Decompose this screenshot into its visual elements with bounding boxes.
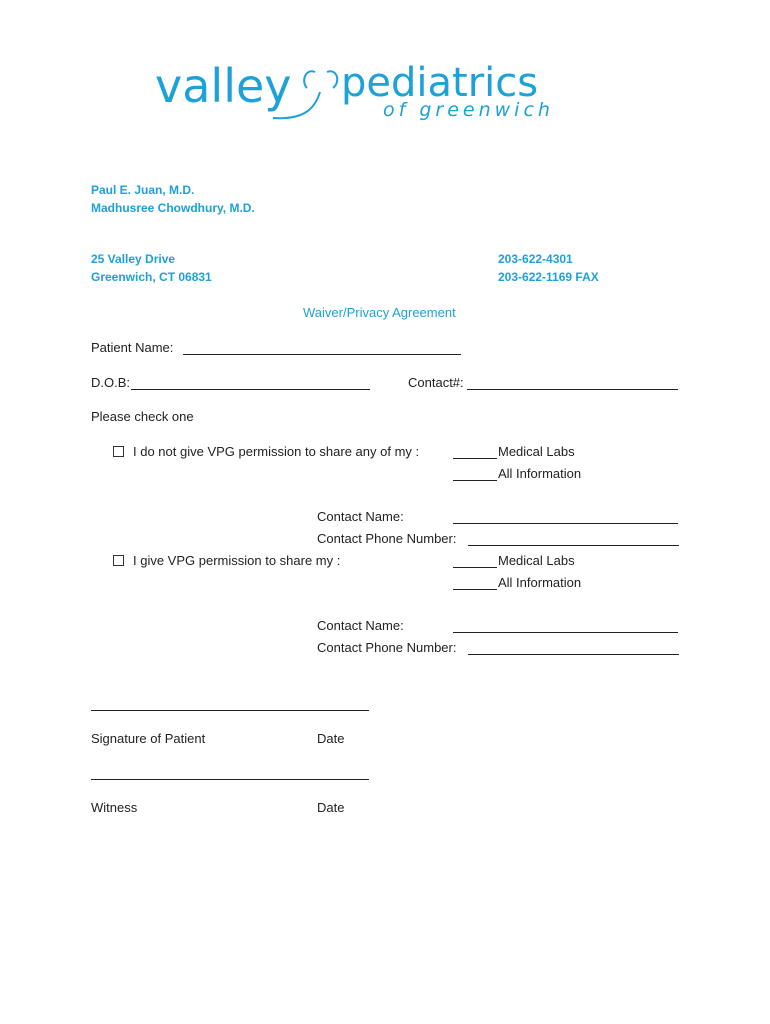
- witness-label: Witness: [91, 800, 138, 815]
- signature-label: Signature of Patient: [91, 731, 206, 746]
- address-line-2: Greenwich, CT 06831: [91, 270, 212, 284]
- dob-label: D.O.B:: [91, 375, 131, 390]
- allow-medical-labs-field[interactable]: [453, 567, 497, 568]
- phone-fax: 203-622-1169 FAX: [498, 270, 599, 284]
- deny-contact-phone-field[interactable]: [468, 545, 679, 546]
- option-allow-label: I give VPG permission to share my :: [133, 553, 341, 568]
- deny-contact-name-label: Contact Name:: [317, 509, 404, 524]
- address-line-1: 25 Valley Drive: [91, 252, 176, 266]
- doctor-name-2: Madhusree Chowdhury, M.D.: [91, 201, 255, 215]
- dob-field[interactable]: [131, 389, 370, 390]
- option-deny-row[interactable]: [113, 444, 419, 459]
- allow-contact-phone-label: Contact Phone Number:: [317, 640, 457, 655]
- option-deny-checkbox[interactable]: [113, 446, 124, 457]
- signature-date-label: Date: [317, 731, 345, 746]
- deny-all-info-field[interactable]: [453, 480, 497, 481]
- form-title: Waiver/Privacy Agreement: [303, 305, 456, 320]
- deny-contact-phone-label: Contact Phone Number:: [317, 531, 457, 546]
- deny-contact-name-field[interactable]: [453, 523, 678, 524]
- logo-word-pediatrics: pediatrics: [341, 60, 539, 106]
- patient-name-label: Patient Name:: [91, 340, 174, 355]
- check-prompt: Please check one: [91, 409, 194, 424]
- contact-field[interactable]: [467, 389, 678, 390]
- deny-all-info-label: All Information: [498, 466, 582, 481]
- logo-word-valley: valley: [155, 59, 292, 113]
- witness-date-label: Date: [317, 800, 345, 815]
- option-allow-row[interactable]: [113, 553, 340, 568]
- witness-field[interactable]: [91, 779, 369, 780]
- allow-contact-name-label: Contact Name:: [317, 618, 404, 633]
- option-allow-checkbox[interactable]: [113, 555, 124, 566]
- allow-all-info-label: All Information: [498, 575, 582, 590]
- contact-label: Contact#:: [408, 375, 464, 390]
- allow-contact-phone-field[interactable]: [468, 654, 679, 655]
- valley-pediatrics-logo: [155, 58, 615, 133]
- allow-all-info-field[interactable]: [453, 589, 497, 590]
- option-deny-label: I do not give VPG permission to share any of my :: [133, 444, 420, 459]
- patient-name-field[interactable]: [183, 354, 461, 355]
- deny-medical-labs-label: Medical Labs: [498, 444, 575, 459]
- phone-main: 203-622-4301: [498, 252, 573, 266]
- deny-medical-labs-field[interactable]: [453, 458, 497, 459]
- doctor-name-1: Paul E. Juan, M.D.: [91, 183, 195, 197]
- allow-contact-name-field[interactable]: [453, 632, 678, 633]
- logo-tagline: of greenwich: [383, 99, 554, 121]
- signature-field[interactable]: [91, 710, 369, 711]
- logo-graphic: [155, 58, 615, 128]
- allow-medical-labs-label: Medical Labs: [498, 553, 575, 568]
